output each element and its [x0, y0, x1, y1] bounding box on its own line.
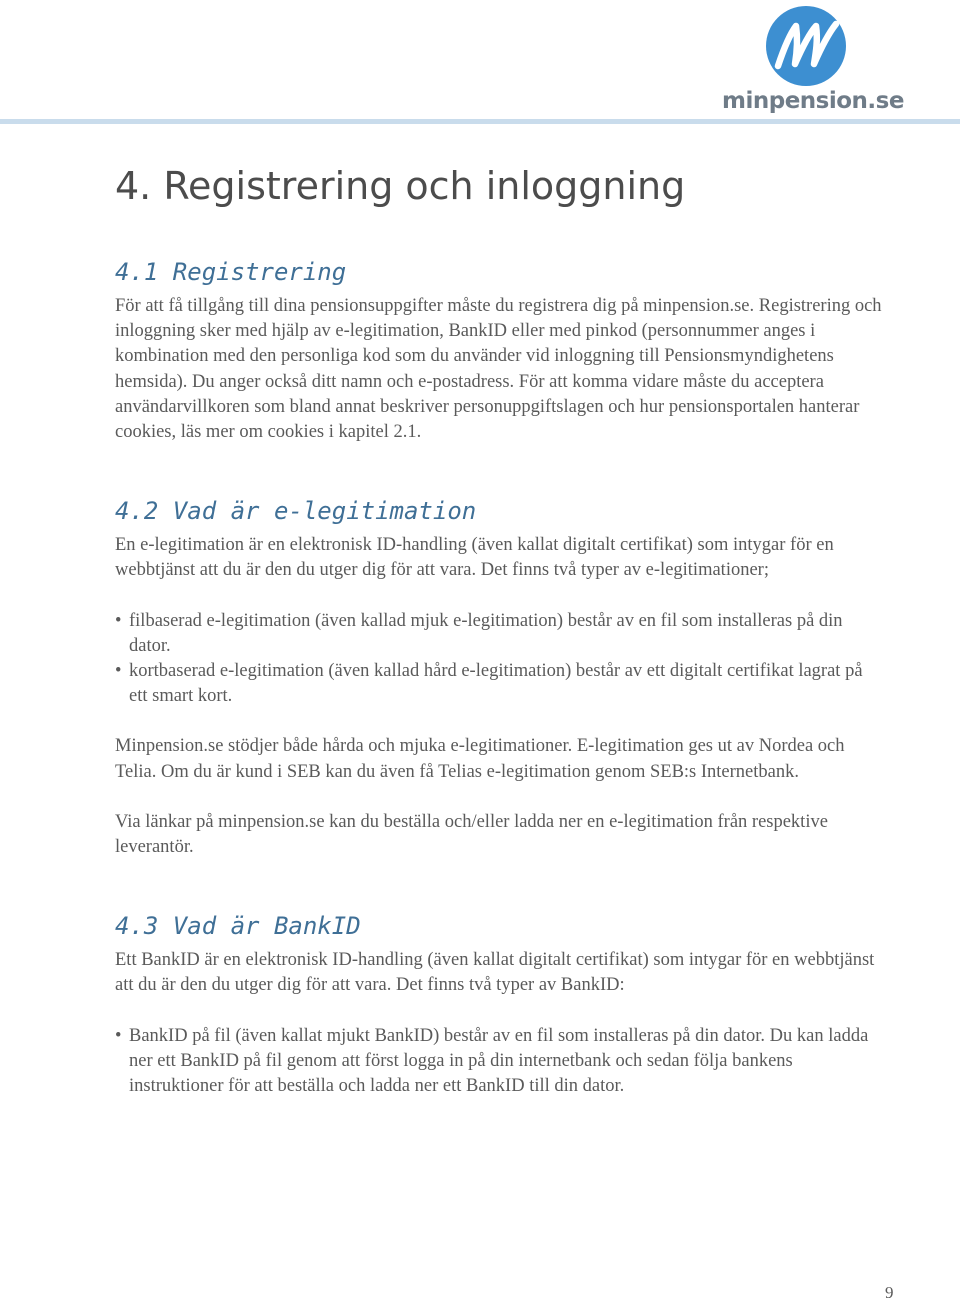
list-item	[115, 659, 885, 709]
section-heading: 4.2 Vad är e-legitimation	[115, 497, 477, 526]
bullet-icon: •	[115, 661, 122, 682]
minpension-m-logo-icon	[764, 4, 848, 88]
bullet-icon: •	[115, 610, 122, 631]
bullet-list	[115, 1024, 885, 1100]
list-item-text: filbaserad e-legitimation (även kallad mjuk e-legitimation) består av en fil som installeras på din dator.	[129, 610, 843, 656]
list-item	[115, 609, 885, 659]
section-heading: 4.1 Registrering	[115, 258, 347, 286]
section-intro: En e-legitimation är en elektronisk ID-handling (även kallat digitalt certifikat) som intygar för en webbtjänst att du är den du utger dig för att vara. Det finns två typer av e-legitimationer;	[115, 535, 834, 581]
section-paragraph: Via länkar på minpension.se kan du beställa och/eller ladda ner en e-legitimation från respektive leverantör.	[115, 811, 828, 858]
section-e-legitimation	[115, 494, 885, 860]
list-item	[115, 1024, 885, 1100]
section-intro: Ett BankID är en elektronisk ID-handling (även kallat digitalt certifikat) som intygar för en webbtjänst att du är den du utger dig för att vara. Det finns två typer av BankID:	[115, 950, 875, 996]
page-title: 4. Registrering och inloggning	[115, 164, 686, 208]
document-body	[115, 160, 885, 1148]
list-item-text: kortbaserad e-legitimation (även kallad hård e-legitimation) består av ett digitalt certifikat lagrat på ett smart kort.	[129, 661, 863, 707]
list-item-text: BankID på fil (även kallat mjukt BankID) består av en fil som installeras på din dator. Du kan ladda ner ett BankID på fil genom att först logga in på din internetbank och sedan följa bankens instruktioner för att beställa och ladda ner ett BankID till din dator.	[129, 1025, 869, 1097]
page-number: 9	[885, 1283, 894, 1302]
section-bankid	[115, 909, 885, 1099]
minpension-logo[interactable]	[722, 4, 902, 122]
bullet-list	[115, 609, 885, 710]
section-heading: 4.3 Vad är BankID	[115, 912, 361, 941]
section-registrering	[115, 255, 885, 445]
section-paragraph: Minpension.se stödjer både hårda och mjuka e-legitimationer. E-legitimation ges ut av Nordea och Telia. Om du är kund i SEB kan du även få Telias e-legitimation genom SEB:s Internetbank.	[115, 736, 845, 782]
section-paragraph: För att få tillgång till dina pensionsuppgifter måste du registrera dig på minpension.se. Registrering och inloggning sker med hjälp av e-legitimation, BankID eller med pinkod (personnummer anges i kombination med den personliga kod som du använder vid inloggning till Pensionsmyndighetens hemsida). Du anger också ditt namn och e-postadress. För att komma vidare måste du acceptera användarvillkoren som bland annat beskriver personuppgiftslagen och hur pensionsportalen hanterar cookies, läs mer om cookies i kapitel 2.1.	[115, 296, 882, 443]
bullet-icon: •	[115, 1025, 122, 1046]
logo-text: minpension.se	[722, 88, 904, 114]
